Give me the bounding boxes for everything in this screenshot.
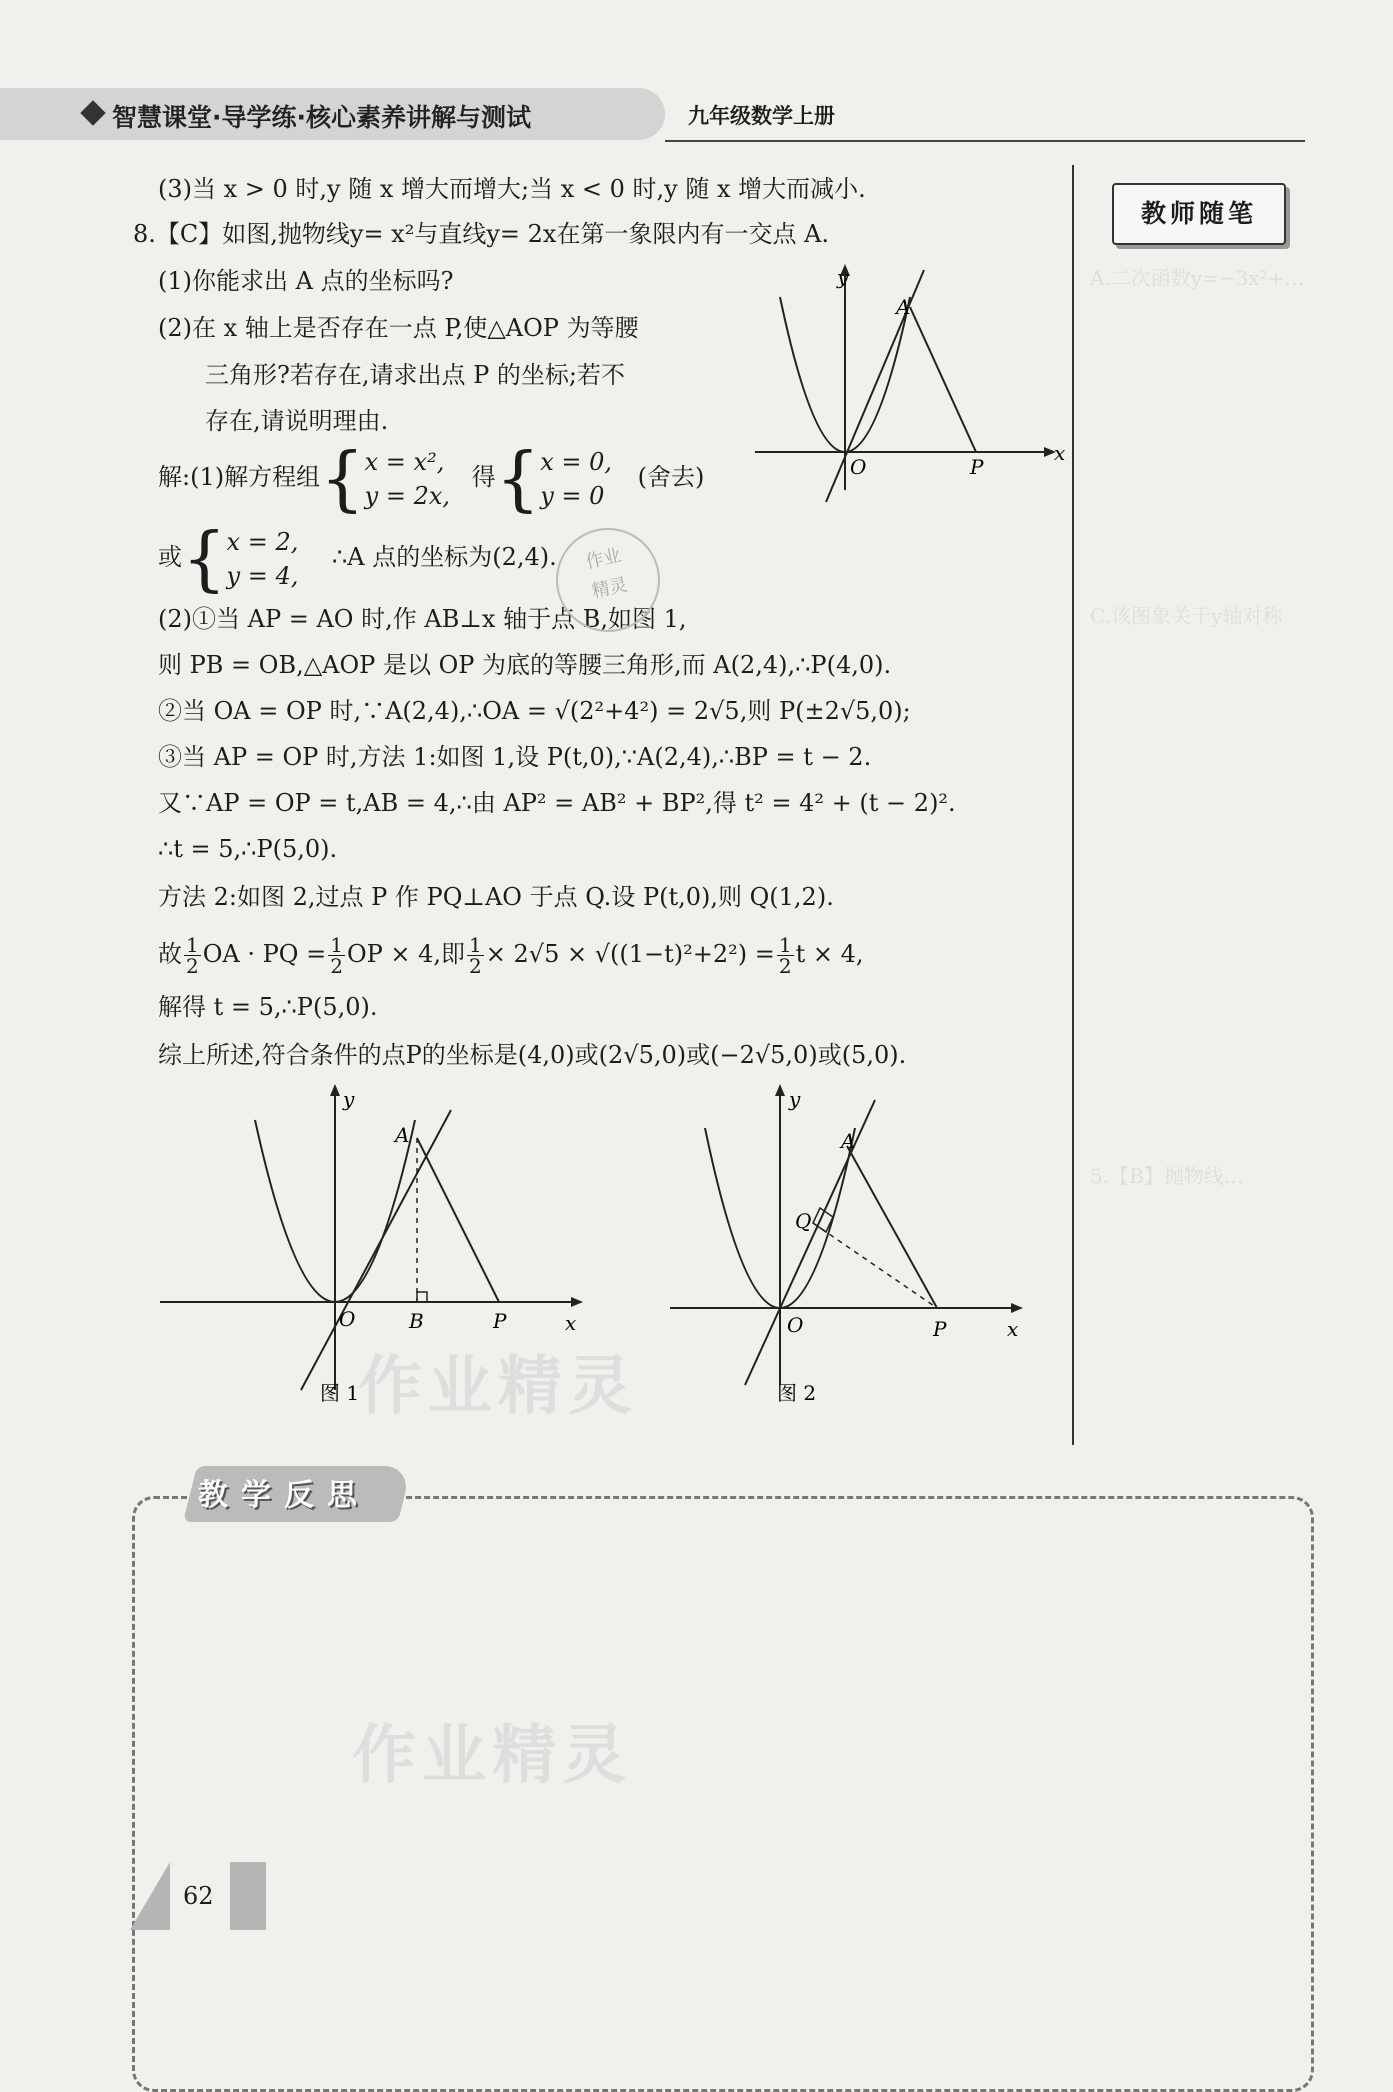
solution-line: ②当 OA = OP 时,∵A(2,4),∴OA = √(2²+4²) = 2√5,则 P(±2√5,0); [158, 697, 911, 725]
page-number: 62 [183, 1882, 214, 1910]
question-part-1: (1)你能求出 A 点的坐标吗? [158, 267, 454, 295]
or-label: 或 [158, 543, 182, 571]
caption-fig1: 图 1 [320, 1381, 360, 1405]
label-x: x [565, 1311, 577, 1335]
segment-ap [847, 1146, 937, 1308]
point-a-conclusion: ∴A 点的坐标为(2,4). [332, 543, 557, 571]
label-a: A [395, 1123, 410, 1147]
solution-line: (2)①当 AP = AO 时,作 AB⊥x 轴于点 B,如图 1, [158, 605, 687, 633]
fraction-half: $\frac{1}{2}$ [186, 933, 199, 978]
x-axis-arrow [1011, 1303, 1023, 1313]
area-equation-line: 故 $\frac{1}{2}$ OA · PQ = $\frac{1}{2}$ OP × 4,即 $\frac{1}{2}$ × 2√5 × √((1−t)²+2²) = $\frac{1}{2}$ t × 4, [158, 933, 864, 978]
label-o: O [787, 1313, 804, 1337]
answer-line: (3)当 x > 0 时,y 随 x 增大而增大;当 x < 0 时,y 随 x 增大而减小. [158, 175, 866, 203]
figure-2 [665, 1080, 1045, 1410]
label-p: P [970, 455, 984, 479]
segment-ap [417, 1138, 499, 1302]
brace: { [182, 517, 227, 600]
solution-get: 得 [471, 463, 496, 491]
teacher-notes-label: 教师随笔 [1112, 183, 1286, 245]
brace: { [320, 437, 365, 520]
bleed-through-text: C.该图象关于y轴对称 [1090, 604, 1283, 628]
solution-line: 方法 2:如图 2,过点 P 作 PQ⊥AO 于点 Q.设 P(t,0),则 Q(1,2). [158, 883, 834, 911]
equation-system: x = x², y = 2x, [364, 447, 450, 510]
solution-point-a [158, 517, 557, 600]
solution-line: 解得 t = 5,∴P(5,0). [158, 993, 378, 1021]
solution-pair: x = 2, y = 4, [226, 527, 299, 590]
fraction-half: $\frac{1}{2}$ [778, 933, 792, 978]
line-y-2x [745, 1100, 875, 1385]
question-part-2-cont: 三角形?若存在,请求出点 P 的坐标;若不 [205, 361, 625, 389]
label-q: Q [795, 1209, 812, 1233]
label-y: y [343, 1087, 355, 1111]
label-p: P [493, 1309, 507, 1333]
segment-ap [910, 307, 976, 452]
fraction-half: $\frac{1}{2}$ [469, 933, 482, 978]
right-angle-mark [417, 1292, 427, 1302]
figure-small [750, 262, 1070, 512]
label-a: A [896, 295, 911, 319]
label-y: y [837, 265, 849, 289]
label-o: O [850, 455, 867, 479]
question-part-2-cont: 存在,请说明理由. [205, 407, 389, 435]
watermark: 作业精灵 [352, 1719, 632, 1793]
question-8: 8.【C】如图,抛物线y= x²与直线y= 2x在第一象限内有一交点 A. [133, 220, 830, 248]
solution-line: ∴t = 5,∴P(5,0). [158, 835, 338, 863]
y-axis-arrow [775, 1084, 785, 1096]
label-b: B [409, 1309, 424, 1333]
solution-line: 又∵AP = OP = t,AB = 4,∴由 AP² = AB² + BP²,得 t² = 4² + (t − 2)². [158, 789, 956, 817]
solution-pair: x = 0, y = 0 [540, 447, 612, 510]
label-y: y [789, 1087, 801, 1111]
grade-label: 九年级数学上册 [688, 103, 835, 128]
sidebar-divider [1072, 165, 1074, 1445]
perpendicular-pq [813, 1223, 937, 1308]
solution-intro: 解:(1)解方程组 [158, 463, 321, 491]
label-x: x [1007, 1317, 1019, 1341]
bleed-through-text: 5.【B】抛物线… [1090, 1164, 1244, 1188]
book-title: 智慧课堂·导学练·核心素养讲解与测试 [112, 103, 531, 132]
label-o: O [339, 1307, 356, 1331]
y-axis-arrow [330, 1084, 340, 1096]
conclusion-line: 综上所述,符合条件的点P的坐标是(4,0)或(2√5,0)或(−2√5,0)或(5,0). [158, 1041, 907, 1069]
header-rule [665, 140, 1305, 142]
corner-triangle [130, 1862, 170, 1930]
solution-line: ③当 AP = OP 时,方法 1:如图 1,设 P(t,0),∵A(2,4),∴BP = t − 2. [158, 743, 872, 771]
reflection-title: 教学反思 [198, 1478, 370, 1513]
question-part-2: (2)在 x 轴上是否存在一点 P,使△AOP 为等腰 [158, 314, 639, 342]
corner-block [230, 1862, 266, 1930]
brace: { [495, 437, 541, 520]
label-x: x [1054, 441, 1066, 465]
x-axis-arrow [571, 1297, 583, 1307]
caption-fig2: 图 2 [777, 1381, 817, 1405]
watermark: 作业精灵 [358, 1350, 638, 1424]
reflection-frame [132, 1496, 1314, 2092]
stamp-seal: 作业 精灵 [546, 518, 669, 641]
label-p: P [933, 1317, 947, 1341]
label-a: A [841, 1129, 856, 1153]
bleed-through-text: A.二次函数y=−3x²+… [1090, 266, 1305, 290]
fraction-half: $\frac{1}{2}$ [330, 933, 343, 978]
solution-line: 则 PB = OB,△AOP 是以 OP 为底的等腰三角形,而 A(2,4),∴P(4,0). [158, 651, 892, 679]
discard-note: (舍去) [637, 463, 705, 491]
solution-system-line [158, 437, 705, 520]
